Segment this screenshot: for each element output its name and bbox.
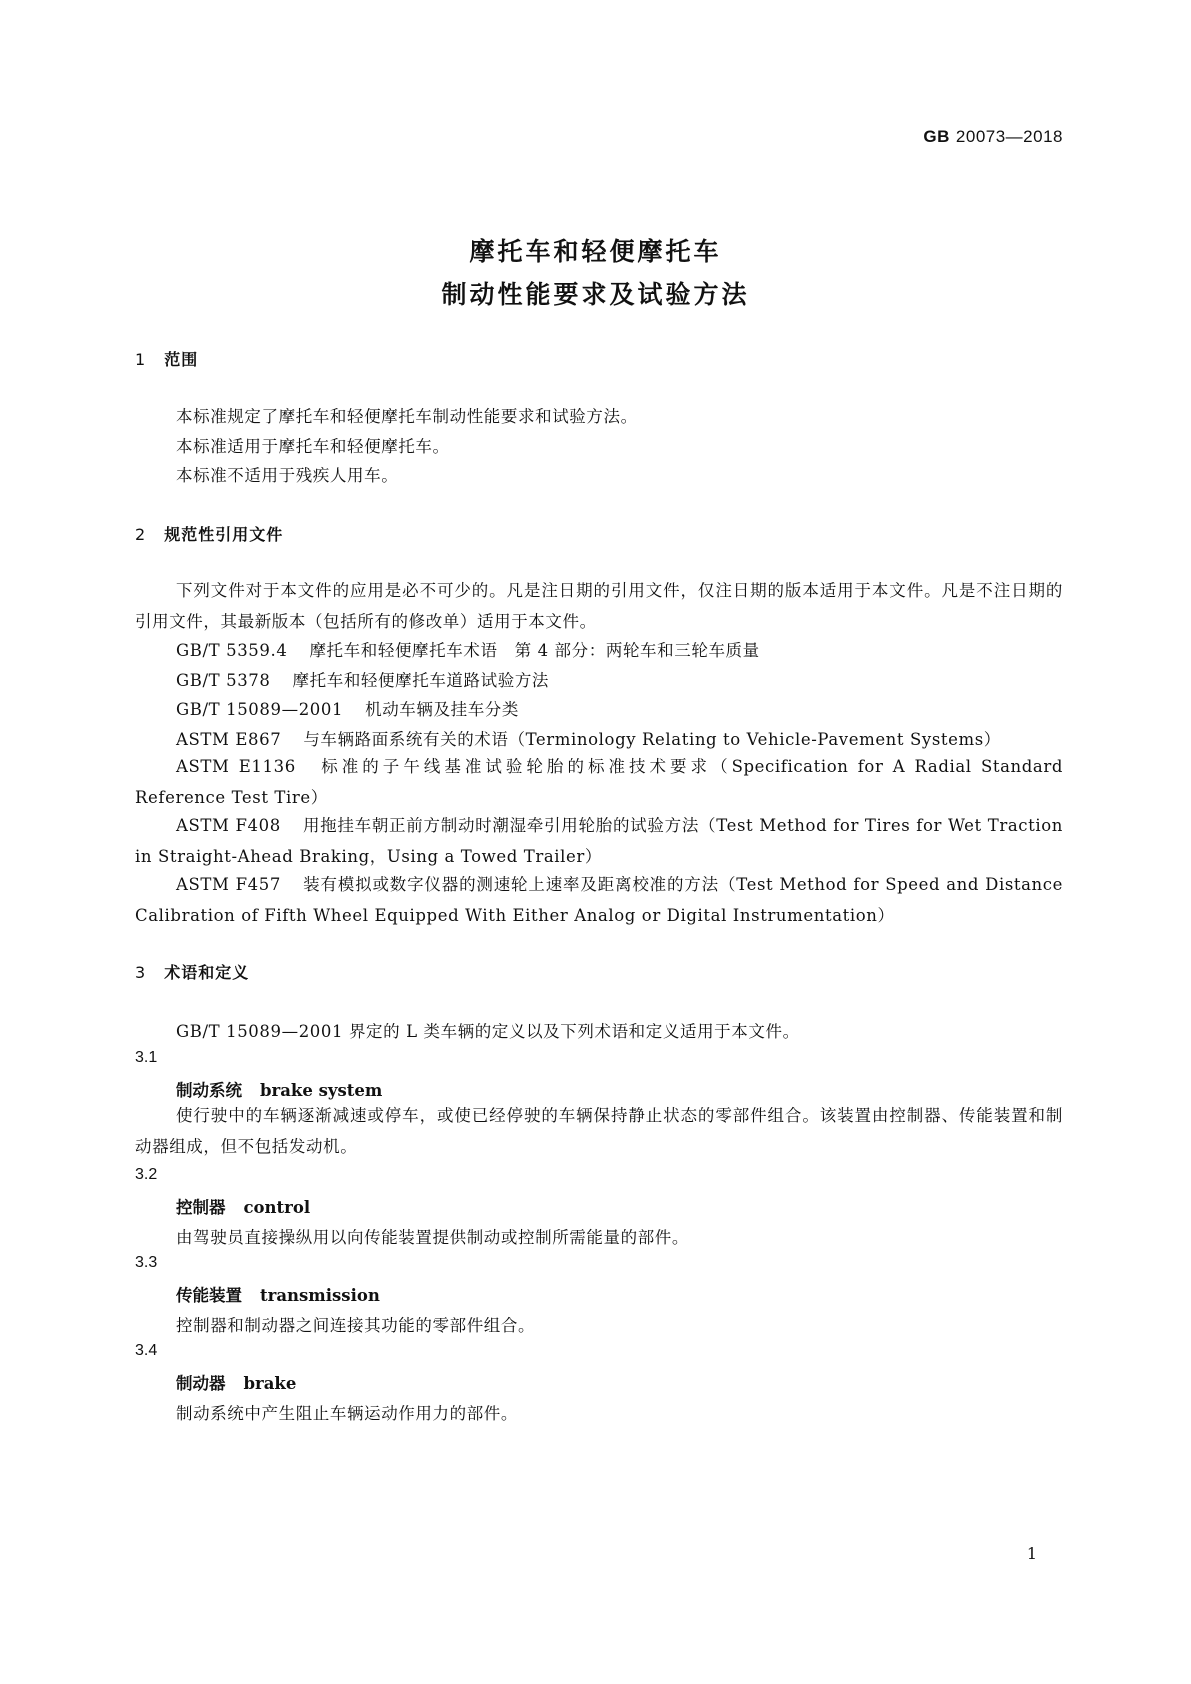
reference-code: ASTM F457 [176, 875, 281, 894]
term-heading [176, 1194, 310, 1218]
scope-paragraph-1: 本标准规定了摩托车和轻便摩托车制动性能要求和试验方法。 [176, 407, 638, 426]
page-number: 1 [1026, 1544, 1037, 1563]
section-title: 范围 [164, 350, 199, 369]
term-zh: 制动系统 [176, 1081, 242, 1100]
term-en: transmission [260, 1286, 380, 1305]
term-heading [176, 1077, 382, 1101]
reference-title: 标准的子午线基准试验轮胎的标准技术要求（Specification for A Radial Standard Reference Test Tire） [135, 757, 1063, 807]
reference-code: GB/T 5378 [176, 671, 271, 690]
reference-code: GB/T 5359.4 [176, 641, 288, 660]
term-definition: 由驾驶员直接操纵用以向传能装置提供制动或控制所需能量的部件。 [176, 1228, 689, 1247]
reference-item [176, 667, 549, 691]
section-3-heading [135, 960, 249, 983]
term-zh: 制动器 [176, 1374, 226, 1393]
section-title: 术语和定义 [164, 963, 250, 982]
reference-code: ASTM E867 [176, 730, 282, 749]
section-number: 2 [135, 525, 147, 544]
reference-title: 装有模拟或数字仪器的测速轮上速率及距离校准的方法（Test Method for Speed and Distance Calibration of Fifth Wheel Equipped With Either Analog or Digital Instrumentation） [135, 875, 1063, 925]
standard-number [923, 127, 1063, 147]
reference-title: 用拖挂车朝正前方制动时潮湿牵引用轮胎的试验方法（Test Method for Tires for Wet Traction in Straight-Ahead Braking，Using a Towed Trailer） [135, 816, 1063, 866]
term-en: brake system [260, 1081, 383, 1100]
standard-code: 20073—2018 [955, 127, 1063, 146]
reference-item [176, 696, 519, 720]
scope-paragraph-2: 本标准适用于摩托车和轻便摩托车。 [176, 437, 450, 456]
term-zh: 控制器 [176, 1198, 226, 1217]
term-en: control [243, 1198, 311, 1217]
title-line-2: 制动性能要求及试验方法 [441, 280, 750, 309]
references-intro: 下列文件对于本文件的应用是必不可少的。凡是注日期的引用文件，仅注日期的版本适用于本文件。凡是不注日期的引用文件，其最新版本（包括所有的修改单）适用于本文件。 [135, 581, 1063, 631]
clause-number: 3.2 [135, 1166, 158, 1183]
section-number: 1 [135, 350, 147, 369]
reference-item [135, 810, 1063, 872]
term-heading [176, 1282, 380, 1306]
reference-item [135, 869, 1063, 931]
reference-title: 摩托车和轻便摩托车道路试验方法 [292, 671, 550, 690]
term-definition: 使行驶中的车辆逐渐减速或停车，或使已经停驶的车辆保持静止状态的零部件组合。该装置由控制器、传能装置和制动器组成，但不包括发动机。 [135, 1106, 1063, 1156]
term-zh: 传能装置 [176, 1286, 242, 1305]
term-en: brake [243, 1374, 297, 1393]
terms-intro: GB/T 15089—2001 界定的 L 类车辆的定义以及下列术语和定义适用于本文件。 [176, 1022, 800, 1041]
reference-code: ASTM F408 [176, 816, 281, 835]
section-1-heading [135, 347, 198, 370]
section-title: 规范性引用文件 [164, 525, 284, 544]
reference-code: GB/T 15089—2001 [176, 700, 344, 719]
scope-paragraph-3: 本标准不适用于残疾人用车。 [176, 466, 399, 485]
term-definition: 制动系统中产生阻止车辆运动作用力的部件。 [176, 1404, 518, 1423]
reference-item [176, 637, 760, 661]
reference-title: 机动车辆及挂车分类 [365, 700, 520, 719]
clause-number: 3.1 [135, 1049, 158, 1066]
reference-item [176, 726, 1001, 750]
reference-title: 与车辆路面系统有关的术语（Terminology Relating to Vehicle-Pavement Systems） [303, 730, 1001, 749]
standard-prefix: GB [923, 127, 950, 146]
title-line-1: 摩托车和轻便摩托车 [469, 237, 722, 266]
clause-number: 3.4 [135, 1342, 158, 1359]
reference-code: ASTM E1136 [176, 757, 296, 776]
term-definition: 控制器和制动器之间连接其功能的零部件组合。 [176, 1316, 536, 1335]
section-number: 3 [135, 963, 147, 982]
reference-item [135, 751, 1063, 813]
term-heading [176, 1370, 296, 1394]
section-2-heading [135, 522, 283, 545]
clause-number: 3.3 [135, 1254, 158, 1271]
reference-title: 摩托车和轻便摩托车术语 第 4 部分：两轮车和三轮车质量 [309, 641, 760, 660]
